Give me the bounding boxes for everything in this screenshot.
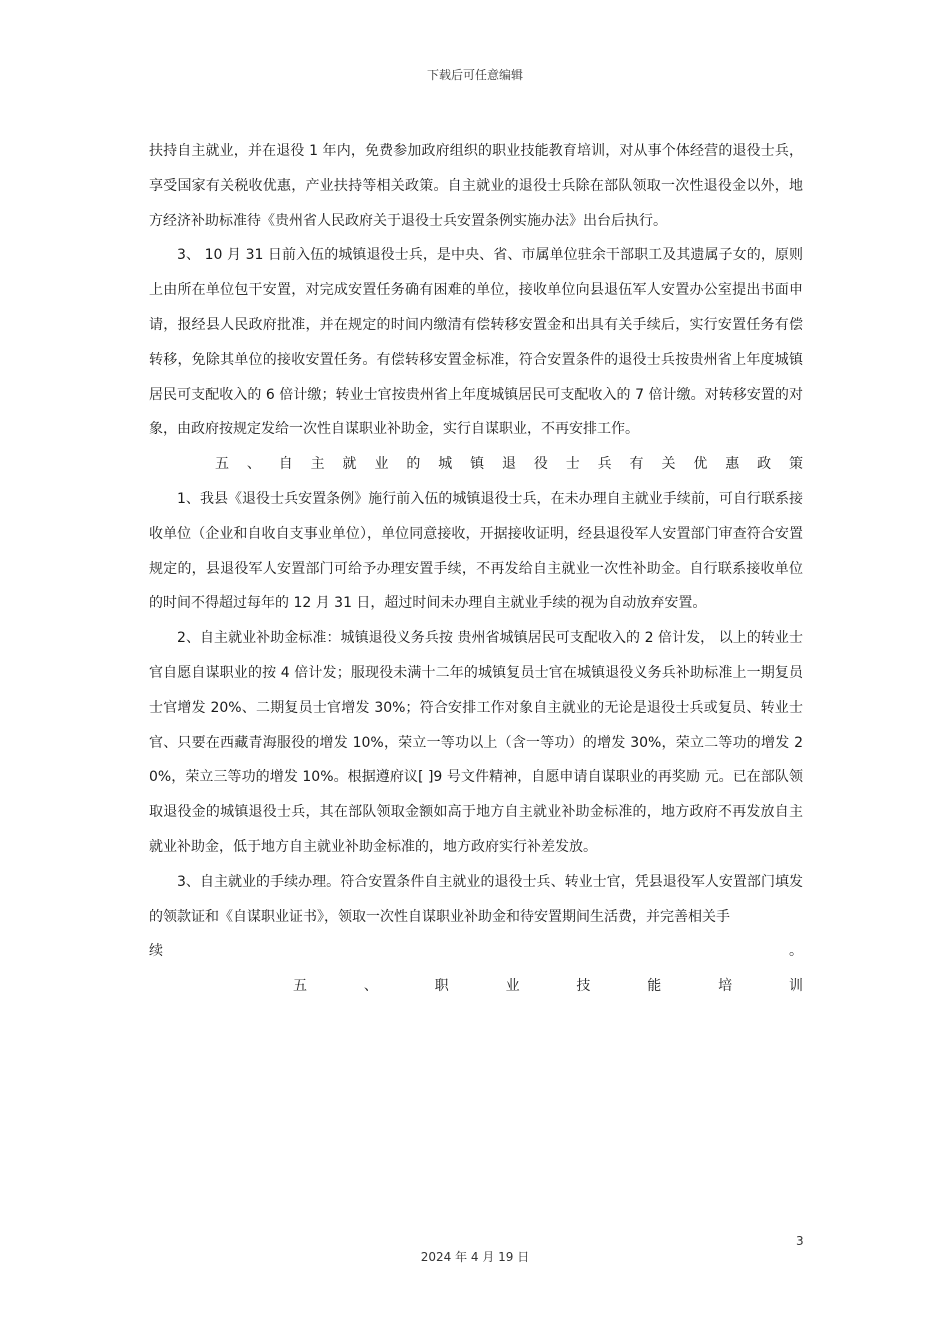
paragraph-item-3-urban-veterans: 3、 10 月 31 日前入伍的城镇退役士兵，是中央、省、市属单位驻余干部职工及其遗属子女的，原则上由所在单位包干安置，对完成安置任务确有困难的单位，接收单位向县退伍军人安置办公室提出书面申请，报经县人民政府批准，并在规定的时间内缴清有偿转移安置金和出具有关手续后，实行安置任务有偿转移，免除其单位的接收安置任务。有偿转移安置金标准，符合安置条件的退役士兵按贵州省上年度城镇居民可支配收入的 6 倍计缴；转业士官按贵州省上年度城镇居民可支配收入的 7 倍计缴。对转移安置的对象，由政府按规定发给一次性自谋职业补助金，实行自谋职业，不再安排工作。 (149, 247, 803, 438)
paragraph-self-employment-support: 扶持自主就业，并在退役 1 年内，免费参加政府组织的职业技能教育培训，对从事个体经营的退役士兵，享受国家有关税收优惠，产业扶持等相关政策。自主就业的退役士兵除在部队领取一次性退役金以外，地方经济补助标准待《贵州省人民政府关于退役士兵安置条例实施办法》出台后执行。 (149, 143, 803, 229)
document-body (149, 134, 803, 1004)
section-heading-vocational-training: 五 、 职 业 技 能 培 训 (293, 978, 803, 995)
page-number: 3 (796, 1234, 804, 1248)
paragraph-item-2-subsidy-standard: 2、自主就业补助金标准：城镇退役义务兵按 贵州省城镇居民可支配收入的 2 倍计发， 以上的转业士官自愿自谋职业的按 4 倍计发；服现役未满十二年的城镇复员士官在城镇退役义务兵补助标准上一期复员士官增发 20%、二期复员士官增发 30%；符合安排工作对象自主就业的无论是退役士兵或复员、转业士官、只要在西藏青海服役的增发 10%，荣立一等功以上（含一等功）的增发 30%，荣立二等功的增发 20%，荣立三等功的增发 10%。根据遵府议[ ]9 号文件精神，自愿申请自谋职业的再奖励 元。已在部队领取退役金的城镇退役士兵，其在部队领取金额如高于地方自主就业补助金标准的，地方政府不再发放自主就业补助金，低于地方自主就业补助金标准的，地方政府实行补差发放。 (149, 630, 803, 855)
page-header: 下载后可任意编辑 (426, 68, 523, 82)
footer-date: 2024 年 4 月 19 日 (420, 1250, 530, 1264)
paragraph-item-1-contact-units: 1、我县《退役士兵安置条例》施行前入伍的城镇退役士兵，在未办理自主就业手续前，可自行联系接收单位（企业和自收自支事业单位），单位同意接收，开据接收证明，经县退役军人安置部门审查符合安置规定的，县退役军人安置部门可给予办理安置手续，不再发给自主就业一次性补助金。自行联系接收单位的时间不得超过每年的 12 月 31 日，超过时间未办理自主就业手续的视为自动放弃安置。 (149, 490, 803, 612)
paragraph-item-3-procedures: 3、自主就业的手续办理。符合安置条件自主就业的退役士兵、转业士官，凭县退役军人安置部门填发的领款证和《自谋职业证书》，领取一次性自谋职业补助金和待安置期间生活费，并完善相关手 (149, 873, 803, 925)
paragraph-item-3-procedures-end: 续 。 (149, 943, 803, 960)
section-heading-self-employment-policy: 五 、 自 主 就 业 的 城 镇 退 役 士 兵 有 关 优 惠 政 策 (215, 456, 803, 473)
